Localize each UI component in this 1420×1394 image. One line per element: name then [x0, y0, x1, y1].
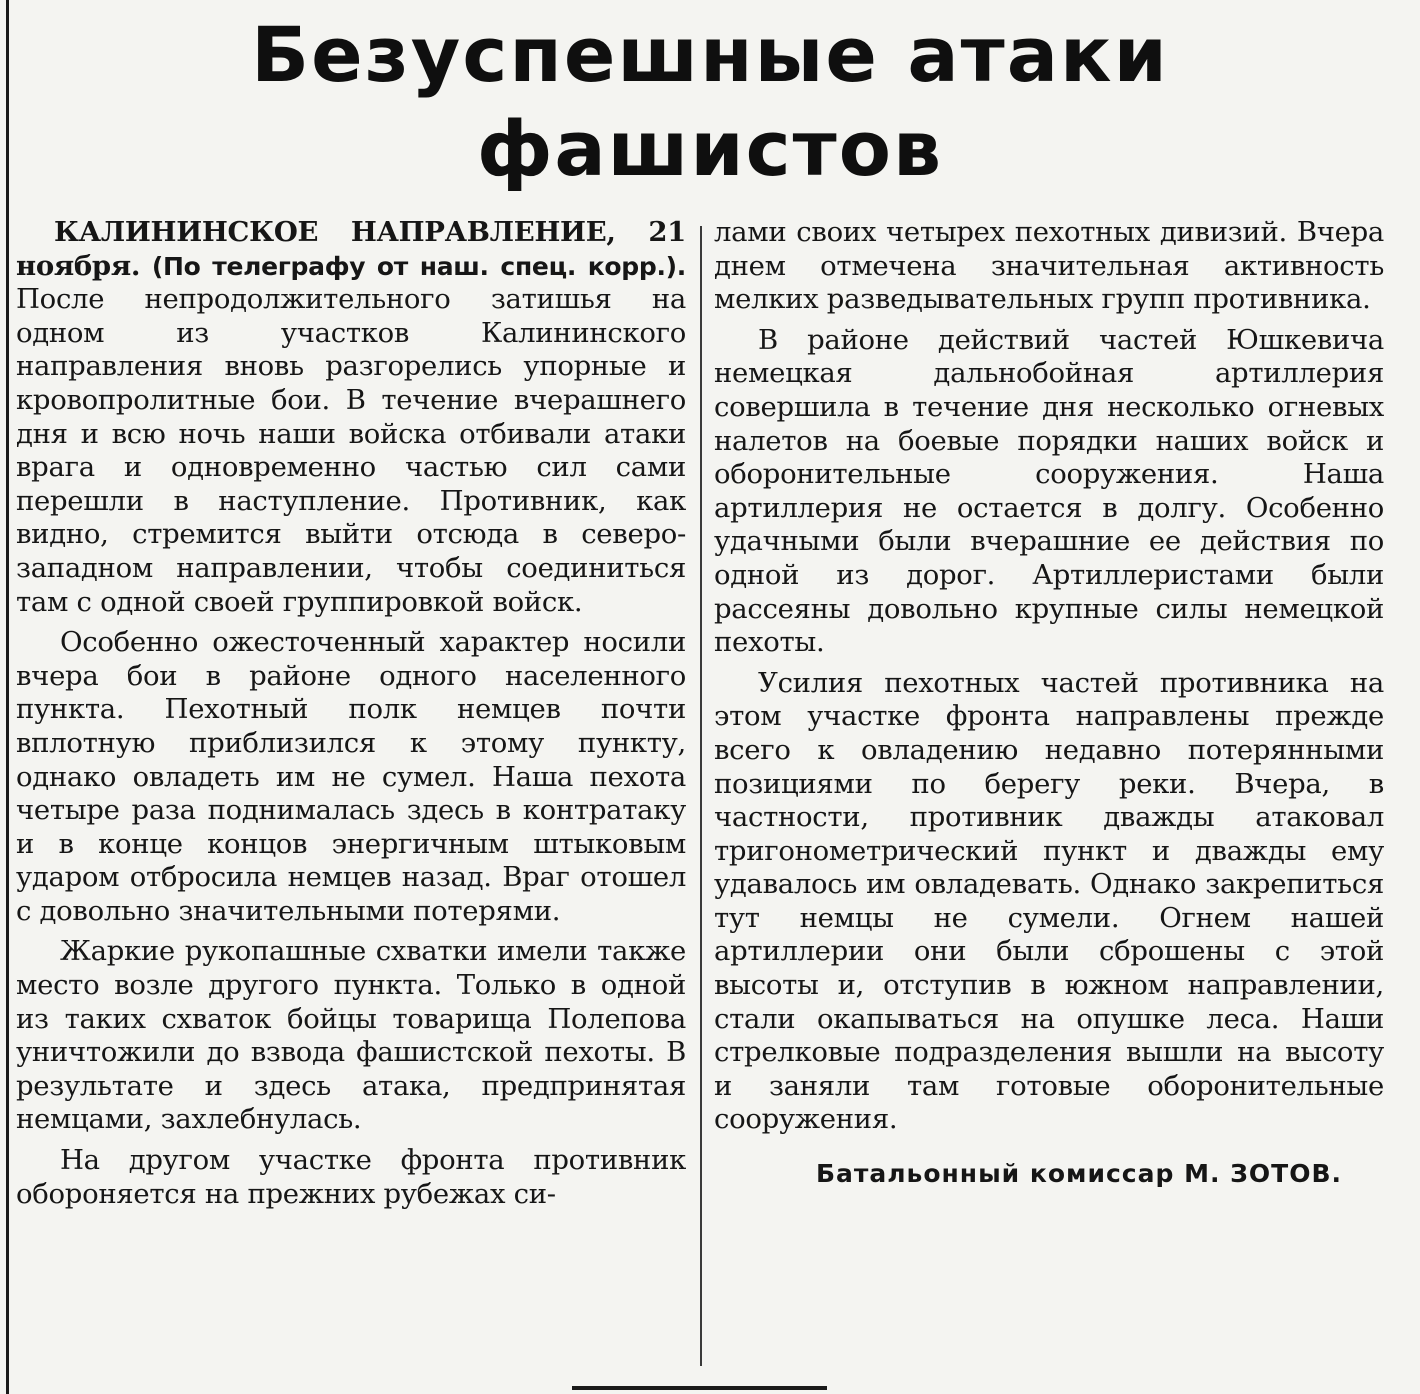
paragraph-4-continued: лами своих четырех пехотных дивизий. Вчера днем отмечена значительная активность мелких разведывательных групп противника.: [714, 216, 1384, 316]
dateline-place: КАЛИНИНСКОЕ НАПРАВЛЕНИЕ, 21 ноября.: [16, 216, 686, 282]
paragraph-4: На другом участке фронта противник обороняется на прежних рубежах си-: [16, 1144, 686, 1210]
bottom-rule: [572, 1386, 827, 1390]
column-divider: [700, 226, 702, 1366]
headline-line-1: Безуспешные атаки: [251, 10, 1169, 99]
paragraph-6: Усилия пехотных частей противника на этом участке фронта направлены прежде всего к овладению недавно потерянными позициями по берегу реки. Вчера, в частности, противник дважды атаковал тригонометрический пункт и дважды ему удавалось им овладевать. Однако закрепиться тут немцы не сумели. Огнем нашей артиллерии они были сброшены с этой высоты и, отступив в южном направлении, стали окапываться на опушке леса. Наши стрелковые подразделения вышли на высоту и заняли там готовые оборонительные сооружения.: [714, 666, 1384, 1136]
headline-line-2: фашистов: [476, 104, 944, 193]
paragraph-1: [16, 216, 686, 619]
left-page-rule: [6, 0, 9, 1394]
paragraph-5: В районе действий частей Юшкевича немецкая дальнобойная артиллерия совершила в течение дня несколько огневых налетов на боевые порядки наших войск и оборонительные сооружения. Наша артиллерия не остается в долгу. Особенно удачными были вчерашние ее действия по одной из дорог. Артиллеристами были рассеяны довольно крупные силы немецкой пехоты.: [714, 323, 1384, 659]
paragraph-3: Жаркие рукопашные схватки имели также место возле другого пункта. Только в одной из таких схваток бойцы товарища Полепова уничтожили до взвода фашистской пехоты. В результате и здесь атака, предпринятая немцами, захлебнулась.: [16, 935, 686, 1136]
paragraph-2: Особенно ожесточенный характер носили вчера бои в районе одного населенного пункта. Пехотный полк немцев почти вплотную приблизился к этому пункту, однако овладеть им не сумел. Наша пехота четыре раза поднималась здесь в контратаку и в конце концов энергичным штыковым ударом отбросила немцев назад. Враг отошел с довольно значительными потерями.: [16, 626, 686, 927]
paragraph-1-text: После непродолжительного затишья на одном из участков Калининского направления вновь разгорелись упорные и кровопролитные бои. В течение вчерашнего дня и всю ночь наши войска отбивали атаки врага и одновременно частью сил сами перешли в наступление. Противник, как видно, стремится выйти отсюда в северо-западном направлении, чтобы соединиться там с одной своей группировкой войск.: [16, 283, 686, 618]
left-column: [16, 216, 686, 1218]
article-headline: [0, 8, 1420, 196]
author-byline: Батальонный комиссар М. ЗОТОВ.: [815, 1159, 1343, 1189]
right-column: [714, 216, 1384, 1191]
dateline-source: (По телеграфу от наш. спец. корр.).: [151, 251, 686, 281]
